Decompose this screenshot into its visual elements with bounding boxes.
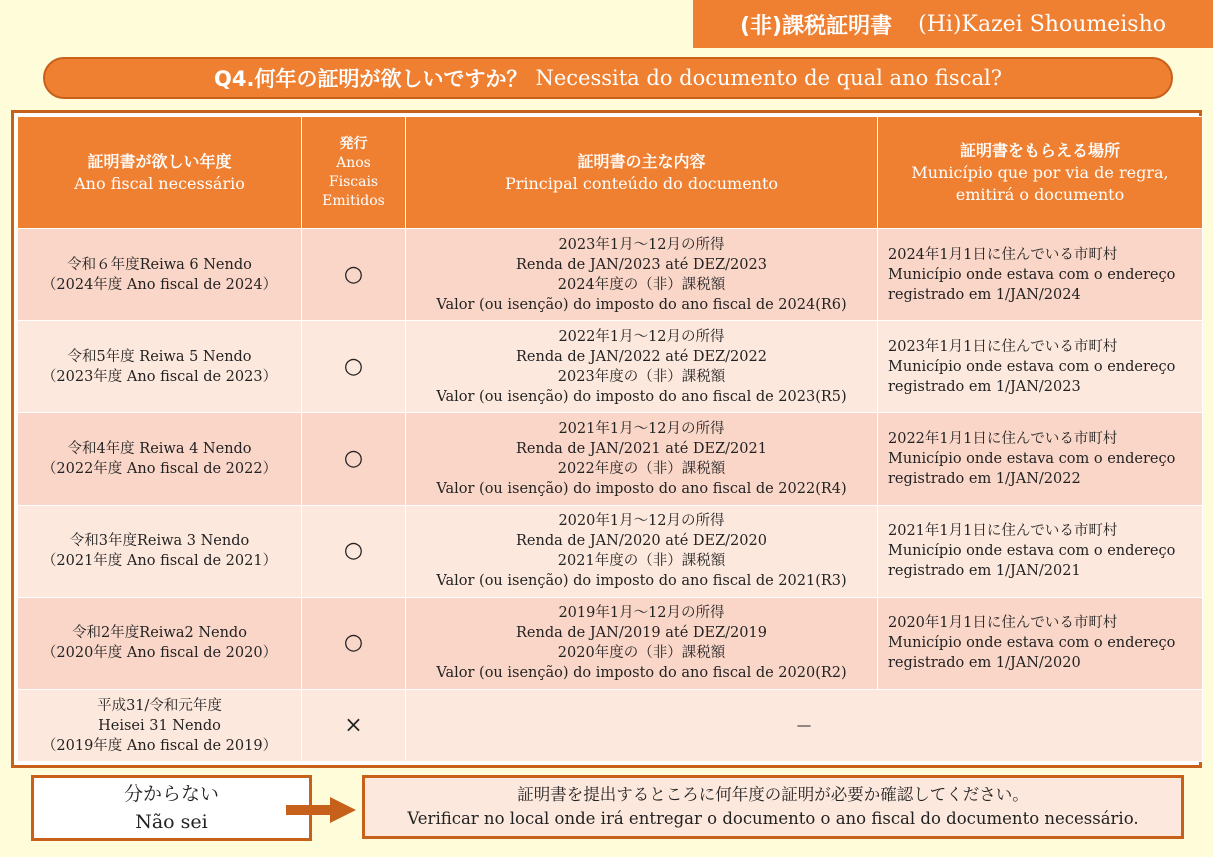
place-cell: 2023年1月1日に住んでいる市町村 Município onde estava com o endereço registrado em 1/JAN/2023	[878, 321, 1203, 413]
year-cell: 令和2年度Reiwa2 Nendo （2020年度 Ano fiscal de 2020）	[18, 597, 302, 689]
header-issued: 発行 Anos Fiscais Emitidos	[302, 117, 406, 229]
header-year: 証明書が欲しい年度 Ano fiscal necessário	[18, 117, 302, 229]
header-content: 証明書の主な内容 Principal conteúdo do documento	[406, 117, 878, 229]
no-content-dash: —	[406, 690, 1203, 762]
document-title-tab	[693, 0, 1213, 48]
issued-mark: ○	[302, 597, 406, 689]
content-cell: 2019年1月～12月の所得 Renda de JAN/2019 até DEZ/2019 2020年度の（非）課税額 Valor (ou isenção) do imposto do ano fiscal de 2020(R2)	[406, 597, 878, 689]
table-row	[18, 413, 1203, 505]
instruction-portuguese: Verificar no local onde irá entregar o documento o ano fiscal do documento necessário.	[407, 809, 1139, 828]
year-cell: 令和5年度 Reiwa 5 Nendo （2023年度 Ano fiscal de 2023）	[18, 321, 302, 413]
content-cell: 2022年1月～12月の所得 Renda de JAN/2022 até DEZ/2022 2023年度の（非）課税額 Valor (ou isenção) do imposto do ano fiscal de 2023(R5)	[406, 321, 878, 413]
header-place: 証明書をもらえる場所 Município que por via de regra, emitirá o documento	[878, 117, 1203, 229]
fiscal-year-table	[17, 116, 1203, 762]
arrow-right-icon	[286, 797, 356, 823]
year-cell: 令和６年度Reiwa 6 Nendo （2024年度 Ano fiscal de 2024）	[18, 229, 302, 321]
instruction-note	[362, 775, 1184, 839]
issued-mark: ○	[302, 505, 406, 597]
table-row	[18, 597, 1203, 689]
table-row-not-issued	[18, 690, 1203, 762]
question-japanese: Q4.何年の証明が欲しいですか？	[214, 67, 528, 91]
place-cell: 2020年1月1日に住んでいる市町村 Município onde estava com o endereço registrado em 1/JAN/2020	[878, 597, 1203, 689]
table-row	[18, 229, 1203, 321]
table-row	[18, 505, 1203, 597]
table-row	[18, 321, 1203, 413]
content-cell: 2023年1月～12月の所得 Renda de JAN/2023 até DEZ/2023 2024年度の（非）課税額 Valor (ou isenção) do imposto do ano fiscal de 2024(R6)	[406, 229, 878, 321]
dont-know-japanese: 分からない	[123, 783, 219, 805]
place-cell: 2021年1月1日に住んでいる市町村 Município onde estava com o endereço registrado em 1/JAN/2021	[878, 505, 1203, 597]
place-cell: 2024年1月1日に住んでいる市町村 Município onde estava com o endereço registrado em 1/JAN/2024	[878, 229, 1203, 321]
issued-mark: ○	[302, 321, 406, 413]
dont-know-portuguese: Não sei	[135, 811, 208, 833]
issued-mark: ○	[302, 229, 406, 321]
not-issued-mark: ×	[302, 690, 406, 762]
year-cell: 令和4年度 Reiwa 4 Nendo （2022年度 Ano fiscal de 2022）	[18, 413, 302, 505]
place-cell: 2022年1月1日に住んでいる市町村 Município onde estava com o endereço registrado em 1/JAN/2022	[878, 413, 1203, 505]
instruction-japanese: 証明書を提出するところに何年度の証明が必要か確認してください。	[517, 785, 1029, 804]
year-cell: 令和3年度Reiwa 3 Nendo （2021年度 Ano fiscal de 2021）	[18, 505, 302, 597]
title-romaji: (Hi)Kazei Shoumeisho	[918, 11, 1166, 37]
year-cell: 平成31/令和元年度 Heisei 31 Nendo （2019年度 Ano fiscal de 2019）	[18, 690, 302, 762]
content-cell: 2020年1月～12月の所得 Renda de JAN/2020 até DEZ/2020 2021年度の（非）課税額 Valor (ou isenção) do imposto do ano fiscal de 2021(R3)	[406, 505, 878, 597]
dont-know-box	[31, 775, 312, 841]
content-cell: 2021年1月～12月の所得 Renda de JAN/2021 até DEZ/2021 2022年度の（非）課税額 Valor (ou isenção) do imposto do ano fiscal de 2022(R4)	[406, 413, 878, 505]
table-header-row	[18, 117, 1203, 229]
issued-mark: ○	[302, 413, 406, 505]
fiscal-year-table-container	[11, 110, 1202, 768]
question-banner	[43, 57, 1173, 99]
title-japanese: (非)課税証明書	[740, 13, 893, 39]
question-portuguese: Necessita do documento de qual ano fiscal?	[535, 66, 1002, 90]
